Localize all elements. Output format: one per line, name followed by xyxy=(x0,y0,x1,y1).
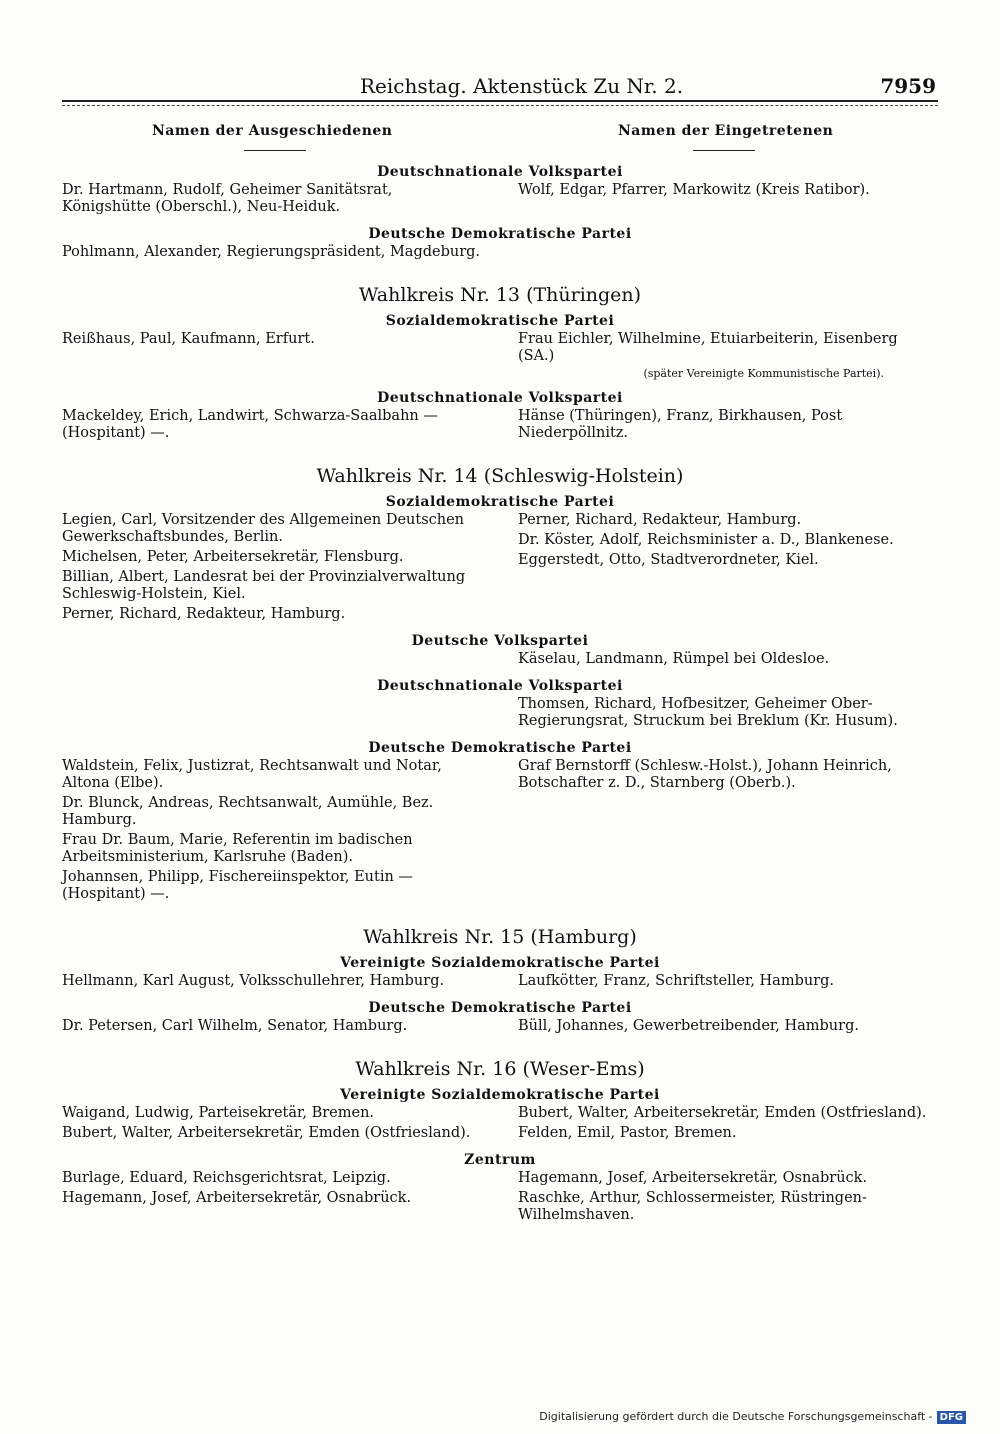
footer-text: Digitalisierung gefördert durch die Deutsche Forschungsgemeinschaft - xyxy=(539,1410,933,1423)
column-heading-right: Namen der Eingetretenen xyxy=(618,123,834,139)
column-heading-rule-right xyxy=(693,150,755,151)
column-ausgeschiedene xyxy=(62,973,482,993)
member-entry: Bubert, Walter, Arbeitersekretär, Emden (Ostfriesland). xyxy=(62,1125,471,1141)
wahlkreis-section xyxy=(62,926,938,1038)
member-entry: Felden, Emil, Pastor, Bremen. xyxy=(518,1125,737,1141)
footer-credit xyxy=(539,1410,966,1424)
party-columns xyxy=(62,758,938,906)
wahlkreis-section xyxy=(62,1058,938,1227)
member-entry: Graf Bernstorff (Schlesw.-Holst.), Johann Heinrich, Botschafter z. D., Starnberg (Oberb.). xyxy=(518,758,892,791)
member-entry: Perner, Richard, Redakteur, Hamburg. xyxy=(518,512,802,528)
member-entry: Michelsen, Peter, Arbeitersekretär, Flensburg. xyxy=(62,549,404,565)
column-ausgeschiedene xyxy=(62,696,482,733)
party-columns xyxy=(62,182,938,219)
page-number: 7959 xyxy=(880,74,936,98)
member-note: (später Vereinigte Kommunistische Partei). xyxy=(643,367,884,380)
column-ausgeschiedene xyxy=(62,1170,482,1227)
party-columns xyxy=(62,1170,938,1227)
party-columns xyxy=(62,512,938,626)
header-rule xyxy=(62,100,938,102)
party-heading: Sozialdemokratische Partei xyxy=(385,494,615,510)
wahlkreis-title: Wahlkreis Nr. 15 (Hamburg) xyxy=(363,926,637,948)
member-entry: Dr. Köster, Adolf, Reichsminister a. D., Blankenese. xyxy=(518,532,894,548)
member-entry: Pohlmann, Alexander, Regierungspräsident, Magdeburg. xyxy=(62,244,481,260)
dfg-logo: DFG xyxy=(937,1411,966,1424)
party-columns xyxy=(62,1018,938,1038)
member-entry: Büll, Johannes, Gewerbetreibender, Hamburg. xyxy=(518,1018,859,1034)
member-entry: Bubert, Walter, Arbeitersekretär, Emden (Ostfriesland). xyxy=(518,1105,927,1121)
member-entry: Hellmann, Karl August, Volksschullehrer, Hamburg. xyxy=(62,973,445,989)
member-entry: Frau Dr. Baum, Marie, Referentin im badischen Arbeitsministerium, Karlsruhe (Baden). xyxy=(62,832,413,865)
member-entry: Billian, Albert, Landesrat bei der Provinzialverwaltung Schleswig-Holstein, Kiel. xyxy=(62,569,466,602)
member-entry: Käselau, Landmann, Rümpel bei Oldesloe. xyxy=(518,651,830,667)
party-columns xyxy=(62,408,938,445)
member-entry: Waigand, Ludwig, Parteisekretär, Bremen. xyxy=(62,1105,375,1121)
party-heading: Deutsche Demokratische Partei xyxy=(368,226,632,242)
column-heading-rule-left xyxy=(244,150,306,151)
column-ausgeschiedene xyxy=(62,512,482,626)
column-eingetretene xyxy=(518,973,938,993)
member-entry: Legien, Carl, Vorsitzender des Allgemeinen Deutschen Gewerkschaftsbundes, Berlin. xyxy=(62,512,465,545)
party-columns xyxy=(62,651,938,671)
member-entry: Johannsen, Philipp, Fischereiinspektor, Eutin — (Hospitant) —. xyxy=(62,869,413,902)
document-body xyxy=(62,157,938,1227)
header-rule-dashed xyxy=(62,105,938,106)
member-entry: Perner, Richard, Redakteur, Hamburg. xyxy=(62,606,346,622)
member-entry: Dr. Petersen, Carl Wilhelm, Senator, Hamburg. xyxy=(62,1018,408,1034)
member-entry: Mackeldey, Erich, Landwirt, Schwarza-Saalbahn — (Hospitant) —. xyxy=(62,408,438,441)
member-entry: Waldstein, Felix, Justizrat, Rechtsanwalt und Notar, Altona (Elbe). xyxy=(62,758,442,791)
member-entry: Eggerstedt, Otto, Stadtverordneter, Kiel. xyxy=(518,552,819,568)
member-entry: Dr. Hartmann, Rudolf, Geheimer Sanitätsrat, Königshütte (Oberschl.), Neu-Heiduk. xyxy=(62,182,393,215)
column-eingetretene xyxy=(518,331,938,383)
column-eingetretene xyxy=(518,1170,938,1227)
member-entry: Wolf, Edgar, Pfarrer, Markowitz (Kreis Ratibor). xyxy=(518,182,870,198)
party-heading: Deutschnationale Volkspartei xyxy=(377,164,623,180)
party-heading: Deutsche Demokratische Partei xyxy=(368,1000,632,1016)
wahlkreis-section xyxy=(62,465,938,906)
column-ausgeschiedene xyxy=(62,758,482,906)
party-heading: Deutsche Volkspartei xyxy=(411,633,589,649)
column-ausgeschiedene xyxy=(62,244,482,264)
party-heading: Deutsche Demokratische Partei xyxy=(368,740,632,756)
column-ausgeschiedene xyxy=(62,1105,482,1145)
column-eingetretene xyxy=(518,1105,938,1145)
member-entry: Frau Eichler, Wilhelmine, Etuiarbeiterin, Eisenberg (SA.) xyxy=(518,331,898,364)
party-columns xyxy=(62,696,938,733)
party-heading: Deutschnationale Volkspartei xyxy=(377,390,623,406)
member-entry: Reißhaus, Paul, Kaufmann, Erfurt. xyxy=(62,331,315,347)
running-header: Reichstag. Aktenstück Zu Nr. 2. xyxy=(360,74,684,98)
member-entry: Hagemann, Josef, Arbeitersekretär, Osnabrück. xyxy=(518,1170,868,1186)
party-heading: Vereinigte Sozialdemokratische Partei xyxy=(340,1087,660,1103)
column-ausgeschiedene xyxy=(62,408,482,445)
party-columns xyxy=(62,331,938,383)
wahlkreis-title: Wahlkreis Nr. 14 (Schleswig-Holstein) xyxy=(316,465,684,487)
column-ausgeschiedene xyxy=(62,331,482,383)
member-entry: Thomsen, Richard, Hofbesitzer, Geheimer Ober-Regierungsrat, Struckum bei Breklum (Kr. Husum). xyxy=(518,696,898,729)
party-heading: Zentrum xyxy=(464,1152,536,1168)
column-eingetretene xyxy=(518,758,938,906)
member-entry: Laufkötter, Franz, Schriftsteller, Hamburg. xyxy=(518,973,835,989)
column-eingetretene xyxy=(518,408,938,445)
wahlkreis-title: Wahlkreis Nr. 13 (Thüringen) xyxy=(358,284,642,306)
wahlkreis-section xyxy=(62,284,938,445)
column-eingetretene xyxy=(518,182,938,219)
column-ausgeschiedene xyxy=(62,1018,482,1038)
party-heading: Vereinigte Sozialdemokratische Partei xyxy=(340,955,660,971)
column-eingetretene xyxy=(518,244,938,264)
party-heading: Sozialdemokratische Partei xyxy=(385,313,615,329)
column-ausgeschiedene xyxy=(62,182,482,219)
member-entry: Hänse (Thüringen), Franz, Birkhausen, Post Niederpöllnitz. xyxy=(518,408,843,441)
wahlkreis-title: Wahlkreis Nr. 16 (Weser-Ems) xyxy=(355,1058,645,1080)
member-entry: Burlage, Eduard, Reichsgerichtsrat, Leipzig. xyxy=(62,1170,391,1186)
member-entry: Raschke, Arthur, Schlossermeister, Rüstringen-Wilhelmshaven. xyxy=(518,1190,867,1223)
column-eingetretene xyxy=(518,512,938,626)
party-columns xyxy=(62,244,938,264)
party-heading: Deutschnationale Volkspartei xyxy=(377,678,623,694)
column-heading-left: Namen der Ausgeschiedenen xyxy=(152,123,393,139)
party-columns xyxy=(62,1105,938,1145)
member-entry: Hagemann, Josef, Arbeitersekretär, Osnabrück. xyxy=(62,1190,412,1206)
column-eingetretene xyxy=(518,1018,938,1038)
column-ausgeschiedene xyxy=(62,651,482,671)
member-entry: Dr. Blunck, Andreas, Rechtsanwalt, Aumühle, Bez. Hamburg. xyxy=(62,795,434,828)
wahlkreis-section xyxy=(62,164,938,264)
column-eingetretene xyxy=(518,651,938,671)
column-eingetretene xyxy=(518,696,938,733)
party-columns xyxy=(62,973,938,993)
